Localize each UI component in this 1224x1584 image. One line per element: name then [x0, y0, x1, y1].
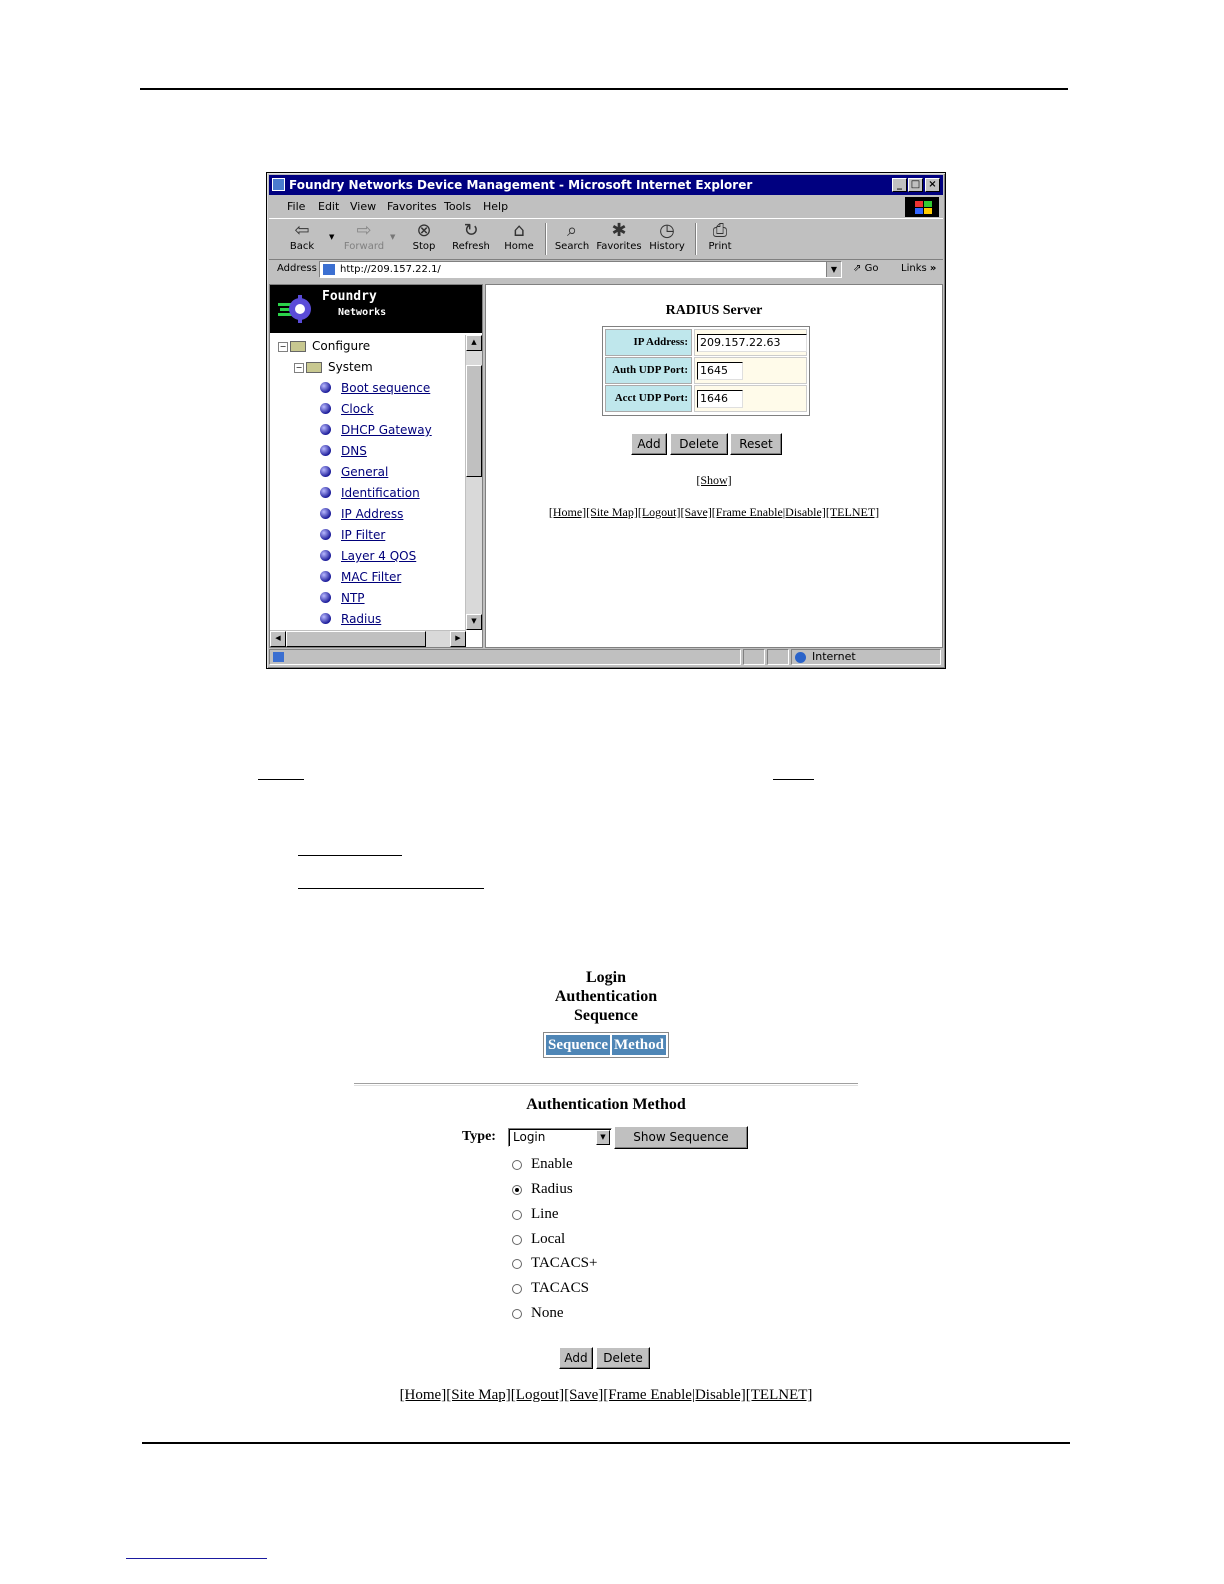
title-line-sequence: Sequence	[574, 1007, 638, 1024]
type-select[interactable]	[508, 1128, 612, 1147]
forward-arrow-icon: ⇨	[356, 220, 372, 241]
bullet-icon	[320, 487, 331, 498]
bullet-icon	[320, 529, 331, 540]
nav-link[interactable]: IP Address	[341, 507, 404, 521]
radius-reset-button[interactable]: Reset	[730, 433, 782, 455]
nav-item-clock[interactable]	[320, 402, 374, 416]
nav-item-layer4-qos[interactable]	[320, 549, 416, 563]
nav-link[interactable]: Radius	[341, 612, 382, 626]
ie-page-icon	[273, 652, 284, 662]
system-label: System	[328, 360, 373, 374]
history-icon: ◷	[659, 220, 675, 241]
refresh-button[interactable]	[446, 221, 496, 252]
bullet-icon	[320, 550, 331, 561]
ip-address-cell	[694, 329, 807, 356]
acct-port-row	[605, 385, 807, 412]
show-link[interactable]: [Show]	[696, 473, 732, 487]
radio-circle-selected[interactable]	[512, 1185, 522, 1195]
home-label: Home	[504, 241, 534, 252]
radio-label: TACACS+	[531, 1255, 598, 1271]
ip-address-row	[605, 329, 807, 356]
folder-icon	[306, 362, 322, 373]
maximize-icon[interactable]: □	[908, 178, 923, 192]
search-icon: ⌕	[566, 220, 578, 241]
nav-item-ip-filter[interactable]	[320, 528, 385, 542]
bullet-icon	[320, 445, 331, 456]
go-button[interactable]	[853, 263, 878, 274]
status-zone-text: Internet	[812, 650, 856, 663]
page-footer-rule	[142, 1442, 1070, 1444]
acct-port-input[interactable]: 1646	[697, 390, 743, 408]
title-line-authentication: Authentication	[554, 988, 658, 1005]
radio-circle[interactable]	[512, 1309, 522, 1319]
type-label: Type:	[462, 1129, 496, 1144]
bullet-icon	[320, 508, 331, 519]
back-dropdown-icon[interactable]: ▼	[329, 233, 335, 241]
login-auth-title	[500, 968, 712, 1025]
scroll-down-icon[interactable]: ▼	[466, 614, 482, 630]
chevron-down-icon[interactable]: ▼	[596, 1130, 610, 1145]
address-dropdown-icon[interactable]: ▼	[826, 262, 841, 277]
radio-label: Local	[531, 1231, 566, 1247]
nav-item-dhcp-gateway[interactable]	[320, 423, 432, 437]
scroll-right-icon[interactable]: ▶	[450, 631, 466, 647]
tab-method[interactable]: Method	[614, 1037, 664, 1053]
nav-item-general[interactable]	[320, 465, 388, 479]
forward-button[interactable]	[339, 221, 389, 252]
bullet-icon	[320, 592, 331, 603]
radio-circle[interactable]	[512, 1284, 522, 1294]
menu-help[interactable]: Help	[483, 200, 509, 213]
content-frame	[485, 284, 943, 648]
nav-item-radius[interactable]	[320, 612, 381, 626]
radio-label: TACACS	[531, 1280, 589, 1296]
back-label: Back	[289, 241, 315, 252]
nav-item-mac-filter[interactable]	[320, 570, 401, 584]
logo-text-networks: Networks	[338, 307, 387, 318]
go-arrow-icon: ⇗	[853, 263, 862, 274]
bullet-icon	[320, 382, 331, 393]
scroll-up-icon[interactable]: ▲	[466, 335, 482, 351]
menu-edit[interactable]: Edit	[318, 200, 340, 213]
home-icon: ⌂	[513, 220, 525, 241]
search-label: Search	[554, 241, 590, 252]
auth-port-label: Auth UDP Port:	[605, 357, 692, 384]
logo-text-foundry: Foundry	[322, 289, 377, 304]
search-button[interactable]	[547, 221, 597, 252]
back-button[interactable]	[277, 221, 327, 252]
print-label: Print	[708, 241, 732, 252]
radio-circle[interactable]	[512, 1160, 522, 1170]
windows-logo-icon	[905, 197, 939, 217]
address-input[interactable]	[319, 261, 842, 278]
nav-item-dns[interactable]	[320, 444, 367, 458]
nav-link[interactable]: DNS	[341, 444, 367, 458]
radius-add-button[interactable]: Add	[631, 433, 667, 455]
radio-label: Radius	[531, 1181, 573, 1197]
menu-file[interactable]: File	[287, 200, 306, 213]
print-button[interactable]	[695, 221, 745, 252]
acct-port-label: Acct UDP Port:	[605, 385, 692, 412]
history-button[interactable]	[642, 221, 692, 252]
minimize-icon[interactable]: _	[892, 178, 907, 192]
underline-mark	[773, 779, 814, 780]
toolbar	[269, 218, 943, 260]
address-value: http://209.157.22.1/	[340, 264, 441, 275]
radius-delete-button[interactable]: Delete	[670, 433, 728, 455]
favorites-button[interactable]	[594, 221, 644, 252]
window-title: Foundry Networks Device Management - Microsoft Internet Explorer	[289, 178, 753, 192]
radio-label: Line	[531, 1206, 559, 1222]
menu-tools[interactable]: Tools	[444, 200, 472, 213]
print-icon: ⎙	[712, 220, 728, 241]
menu-view[interactable]: View	[350, 200, 377, 213]
bullet-icon	[320, 466, 331, 477]
status-main-pane	[269, 649, 741, 665]
nav-item-ip-address[interactable]	[320, 507, 403, 521]
folder-icon	[290, 341, 306, 352]
nav-link[interactable]: NTP	[341, 591, 365, 605]
navigation-frame	[269, 284, 483, 648]
auth-port-input[interactable]: 1645	[697, 362, 743, 380]
nav-link[interactable]: Layer 4 QOS	[341, 549, 417, 563]
address-bar	[269, 259, 943, 281]
radio-circle[interactable]	[512, 1235, 522, 1245]
auth-port-cell	[694, 357, 807, 384]
radius-footer-links[interactable]: [Home][Site Map][Logout][Save][Frame Enable|Disable][TELNET]	[548, 505, 880, 519]
ie-icon	[272, 178, 285, 191]
nav-item-identification[interactable]	[320, 486, 420, 500]
nav-link[interactable]: Identification	[341, 486, 420, 500]
configure-label: Configure	[312, 339, 371, 353]
collapse-icon[interactable]: −	[279, 342, 287, 351]
history-label: History	[649, 241, 685, 252]
scroll-thumb[interactable]	[466, 365, 482, 477]
radio-circle[interactable]	[512, 1259, 522, 1269]
sequence-method-tabs	[543, 1032, 669, 1058]
foundry-logo	[270, 285, 482, 333]
menu-bar	[269, 196, 943, 217]
stop-label: Stop	[412, 241, 436, 252]
status-bar	[269, 648, 943, 666]
vertical-scrollbar[interactable]	[465, 335, 482, 630]
globe-icon	[795, 652, 806, 663]
bullet-icon	[320, 403, 331, 414]
bullet-icon	[320, 424, 331, 435]
nav-link[interactable]: IP Filter	[341, 528, 386, 542]
nav-link[interactable]: DHCP Gateway	[341, 423, 432, 437]
stop-button[interactable]	[399, 221, 449, 252]
radio-label: None	[531, 1305, 564, 1321]
nav-link[interactable]: MAC Filter	[341, 570, 402, 584]
title-bar	[269, 175, 943, 195]
go-label: Go	[864, 263, 879, 274]
auth-port-row	[605, 357, 807, 384]
stop-icon: ⊗	[416, 220, 432, 241]
forward-dropdown-icon[interactable]: ▼	[390, 233, 396, 241]
page-header-rule	[140, 88, 1068, 90]
show-sequence-button[interactable]: Show Sequence	[614, 1126, 748, 1149]
auth-delete-button[interactable]: Delete	[596, 1347, 650, 1369]
forward-label: Forward	[343, 241, 385, 252]
auth-method-title: Authentication Method	[526, 1096, 686, 1113]
ip-address-label: IP Address:	[605, 329, 692, 356]
nav-tree	[270, 335, 466, 630]
type-select-value: Login	[513, 1130, 546, 1144]
radius-form-table	[602, 326, 810, 416]
page-icon	[323, 264, 335, 275]
acct-port-cell	[694, 385, 807, 412]
nav-link[interactable]: Clock	[341, 402, 374, 416]
bullet-icon	[320, 571, 331, 582]
divider	[354, 1083, 858, 1086]
scroll-left-icon[interactable]: ◀	[270, 631, 286, 647]
refresh-label: Refresh	[452, 241, 490, 252]
home-button[interactable]	[494, 221, 544, 252]
status-pane	[743, 649, 765, 665]
title-line-login: Login	[585, 969, 626, 986]
radius-title: RADIUS Server	[665, 303, 763, 318]
links-label: Links	[901, 263, 927, 274]
collapse-icon[interactable]: −	[295, 363, 303, 372]
tab-sequence[interactable]: Sequence	[548, 1037, 608, 1053]
refresh-icon: ↻	[463, 220, 479, 241]
close-icon[interactable]: ×	[925, 178, 940, 192]
radio-label: Enable	[531, 1156, 573, 1172]
bullet-icon	[320, 613, 331, 624]
nav-item-ntp[interactable]	[320, 591, 365, 605]
links-button[interactable]	[901, 263, 936, 274]
nav-item-boot-sequence[interactable]	[320, 381, 430, 395]
horizontal-scrollbar[interactable]	[270, 630, 466, 647]
footer-underline	[126, 1558, 267, 1559]
favorites-icon: ✱	[611, 220, 627, 241]
ip-address-input[interactable]: 209.157.22.63	[697, 334, 807, 352]
nav-link[interactable]: General	[341, 465, 389, 479]
underline-mark	[298, 888, 484, 889]
favorites-label: Favorites	[596, 241, 642, 252]
nav-link[interactable]: Boot sequence	[341, 381, 431, 395]
underline-mark	[258, 779, 304, 780]
menu-favorites[interactable]: Favorites	[387, 200, 437, 213]
auth-footer-links[interactable]: [Home][Site Map][Logout][Save][Frame Enable|Disable][TELNET]	[399, 1387, 813, 1403]
browser-window	[266, 172, 946, 669]
back-arrow-icon: ⇦	[294, 220, 310, 241]
foundry-logo-icon	[278, 293, 314, 325]
radio-circle[interactable]	[512, 1210, 522, 1220]
status-zone-pane	[791, 649, 941, 665]
auth-add-button[interactable]: Add	[559, 1347, 593, 1369]
address-label: Address	[277, 263, 317, 274]
scroll-thumb[interactable]	[286, 631, 426, 647]
chevron-right-icon: »	[929, 263, 937, 274]
underline-mark	[298, 855, 402, 856]
status-pane	[767, 649, 789, 665]
